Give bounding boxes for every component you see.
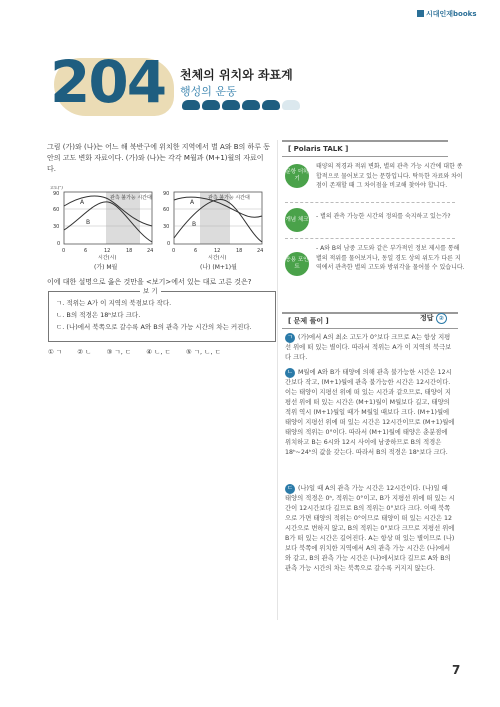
choice-3[interactable]: ③ ㄱ, ㄷ [106, 348, 132, 356]
altitude-charts [50, 186, 270, 272]
section-text: - A와 B의 남중 고도와 같은 부가적인 정보 제시를 통해 별의 적위를 물어보거나, 동일 경도 상의 위도가 다른 지역에서 관측한 별의 고도와 방위각을 물어볼 수 있습니다. [316, 245, 465, 271]
question-prompt: 이에 대한 설명으로 옳은 것만을 <보기>에서 있는 대로 고른 것은? [47, 278, 252, 286]
section-text: - 별의 관측 가능한 시간의 정의를 숙지하고 있는가? [316, 213, 451, 220]
problem-number: 204 [50, 48, 166, 116]
y-tick: 30 [163, 224, 170, 230]
section-divider [285, 238, 455, 239]
polaris-talk-header: [ Polaris TALK ] [282, 140, 448, 157]
y-tick: 30 [53, 224, 60, 230]
y-tick: 0 [57, 241, 61, 247]
choice-5[interactable]: ⑤ ㄱ, ㄴ, ㄷ [185, 348, 221, 356]
page-number: 7 [452, 663, 461, 677]
series-label-b: B [192, 221, 197, 228]
section-divider [285, 202, 455, 203]
x-tick: 0 [172, 248, 176, 254]
x-axis-label-left: 시간(시) [98, 255, 117, 261]
caption-left: (가) M월 [94, 264, 118, 271]
column-divider [277, 140, 278, 620]
solution-header: [ 문제 풀이 ] [282, 312, 458, 329]
solution-paragraph: ㄴ M월에 A와 B가 태양에 의해 관측 불가능한 시간은 12시간보다 작고, (M+1)월에 관측 불가능한 시간은 12시간이다. 이는 태양이 지평선 위에 떠 있는 시간과 같으므로, 태양이 지평선 위에 떠 있는 시간은 (M+1)월이 M월보다 길고, 태양의 적위 역시 (M+1)월일 때가 M월일 때보다 크다. (M+1)월에 태양이 지평선 위에 떠 있는 시간은 12시간이므로 (M+1)월에 태양의 적위는 0°이다. 따라서 (M+1)월에 태양은 춘분점에 위치하고 B는 6시와 12시 사이에 남중하므로 B의 적경은 18ʰ~24ʰ의 값을 갖는다. 따라서 B의 적경은 18ʰ보다 크다. [285, 369, 455, 456]
x-tick: 24 [147, 248, 154, 254]
y-tick: 90 [163, 191, 170, 197]
answer-choices [48, 347, 234, 356]
x-tick: 18 [236, 248, 243, 254]
x-tick: 6 [84, 248, 88, 254]
y-tick: 90 [53, 191, 60, 197]
caption-right: (나) (M+1)월 [200, 264, 237, 271]
x-tick: 24 [257, 248, 264, 254]
solution-paragraph: ㄱ (가)에서 A의 최소 고도가 0°보다 크므로 A는 항상 지평선 위에 떠 있는 별이다. 따라서 적위는 A가 이 지역의 북극보다 크다. [285, 334, 452, 361]
x-tick: 6 [194, 248, 198, 254]
publisher-logo: 시대인재books [417, 9, 477, 19]
legend-left: 관측 불가능 시간대 [110, 195, 152, 201]
series-label-a: A [80, 199, 85, 206]
x-axis-label-right: 시간(시) [208, 255, 227, 261]
bogi-item: ㄱ. 적위는 A가 이 지역의 북점보다 작다. [56, 299, 172, 307]
bear-icon [182, 100, 200, 110]
y-axis-label: 고도(°) [50, 186, 63, 190]
legend-right: 관측 불가능 시간대 [208, 195, 250, 201]
section-label: 개념 체크 [285, 208, 309, 232]
solution-mark: ㄴ [285, 368, 295, 378]
x-tick: 0 [62, 248, 66, 254]
section-label: 응용 포인트 [285, 252, 309, 276]
bear-icon [262, 100, 280, 110]
choice-4[interactable]: ④ ㄴ, ㄷ [146, 348, 171, 356]
bear-outline-icon [282, 100, 300, 110]
page-subtitle: 행성의 운동 [180, 85, 237, 98]
difficulty-rating [182, 100, 300, 110]
solution-mark: ㄷ [285, 484, 295, 494]
page-title: 천체의 위치와 좌표계 [180, 68, 293, 82]
bogi-label: 보 기 [140, 286, 161, 295]
bear-icon [222, 100, 240, 110]
chart-left [53, 191, 153, 271]
chart-right [163, 191, 263, 271]
answer-value: ② [436, 313, 447, 324]
y-tick: 60 [163, 207, 170, 213]
bogi-item: ㄴ. B의 적경은 18ʰ보다 크다. [56, 311, 141, 319]
series-label-b: B [86, 219, 91, 226]
question-text: 그림 (가)와 (나)는 어느 해 북반구에 위치한 지역에서 별 A와 B의 하루 동안의 고도 변화 자료이다. (가)와 (나)는 각각 M월과 (M+1)월의 자료이다. [47, 143, 271, 173]
publisher-mark-icon [417, 10, 424, 17]
x-tick: 18 [126, 248, 133, 254]
bear-icon [202, 100, 220, 110]
y-tick: 0 [167, 241, 171, 247]
choice-2[interactable]: ② ㄴ [77, 348, 92, 356]
solution-paragraph: ㄷ (나)일 때 A의 관측 가능 시간은 12시간이다. (나)일 때 태양의 적경은 0ʰ, 적위는 0°이고, B가 지평선 위에 떠 있는 시간이 12시간보다 길므로 B의 적위는 0°보다 크다. 이때 북쪽으로 가면 태양의 적위는 0°이므로 태양이 떠 있는 시간은 12시간으로 변하지 않고, B의 적위는 0°보다 크므로 지평선 위에 B가 떠 있는 시간은 길어진다. A는 항상 떠 있는 별이므로 (나)보다 북쪽에 위치한 지역에서 A의 관측 가능 시간은 (나)에서와 같고, B의 관측 가능 시간은 (나)에서보다 길므로 A와 B의 관측 가능 시간의 차는 북쪽으로 갈수록 커지지 않는다. [285, 485, 455, 572]
x-tick: 12 [214, 248, 221, 254]
solution-mark: ㄱ [285, 333, 295, 343]
y-tick: 60 [53, 207, 60, 213]
section-text: 태양의 적경과 적위 변화, 별의 관측 가능 시간에 대한 종합적으로 물어보고 있는 문항입니다. 탁득한 자료와 차이점이 존재할 때 그 차이점을 비교해 찾아야 합니다. [316, 163, 463, 189]
bear-icon [242, 100, 260, 110]
x-tick: 12 [104, 248, 111, 254]
series-label-a: A [190, 199, 195, 206]
section-label: 문항 더하기 [285, 164, 309, 188]
answer-indicator: 정답 ② [420, 313, 447, 324]
bogi-item: ㄷ. (나)에서 북쪽으로 갈수록 A와 B의 관측 가능 시간의 차는 커진다. [56, 323, 252, 331]
choice-1[interactable]: ① ㄱ [48, 348, 63, 356]
